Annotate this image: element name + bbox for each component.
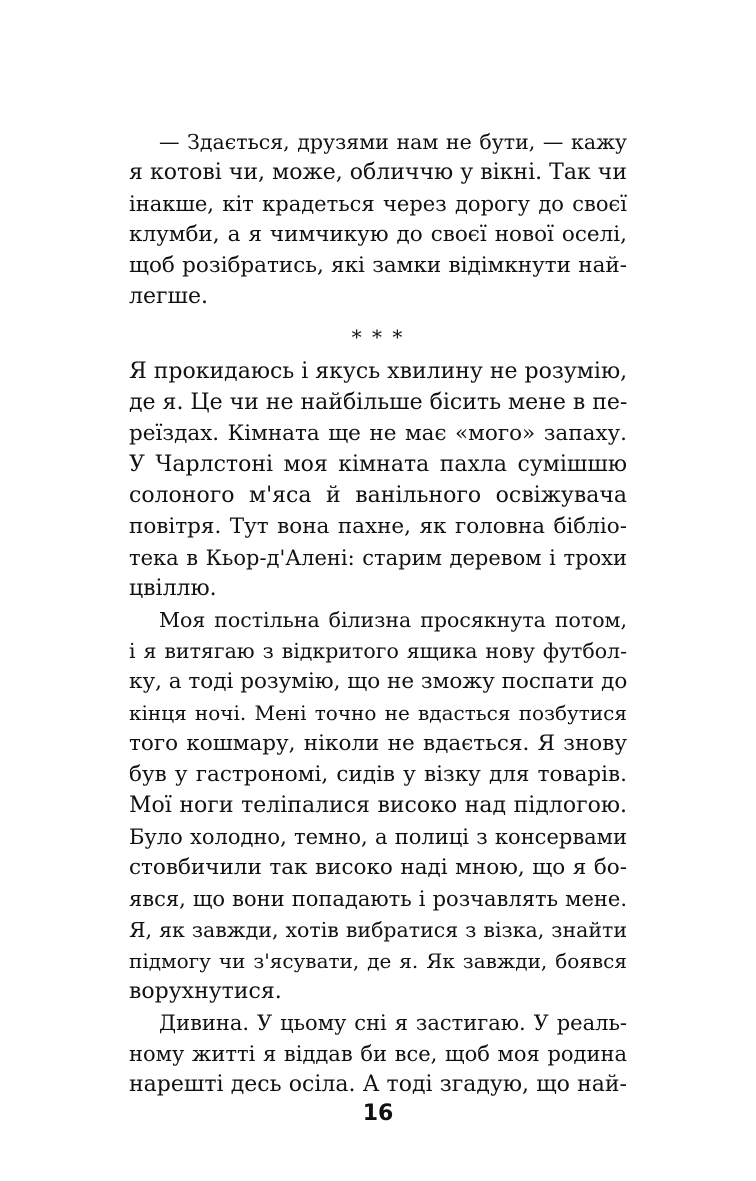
page-number: 16: [362, 1101, 394, 1126]
text-line: ному житті я віддав би все, щоб моя родина: [129, 1042, 627, 1066]
text-line: У Чарлстоні моя кімната пахла сумішшю: [129, 452, 627, 477]
text-line: тека в Кьор-д'Алені: старим деревом і трохи: [129, 546, 627, 570]
text-line: Мої ноги теліпалися високо над підлогою.: [129, 793, 627, 818]
text-line: клумби, а я чимчикую до своєї нової оселі,: [129, 222, 627, 247]
text-line: інакше, кіт крадеться через дорогу до своєї: [129, 192, 627, 216]
text-line: Моя постільна білизна просякнута потом,: [159, 608, 627, 632]
text-line: підмогу чи з'ясувати, де я. Як завжди, боявся: [129, 949, 627, 973]
section-separator: * * *: [351, 325, 405, 349]
text-line: нарешті десь осіла. А тоді згадую, що най-: [129, 1072, 627, 1097]
text-line: Було холодно, темно, а полиці з консервами: [129, 825, 627, 849]
text-line: був у гастрономі, сидів у візку для товарів.: [129, 762, 627, 787]
text-line: де я. Це чи не найбільше бісить мене в пе-: [129, 390, 628, 415]
text-line: щоб розібратись, які замки відімкнути най-: [129, 253, 627, 278]
text-line: і я витягаю з відкритого ящика нову футбол-: [129, 639, 627, 663]
text-line: явся, що вони попадають і розчавлять мене.: [129, 887, 627, 911]
text-line: солоного м'яса й ванільного освіжувача: [129, 483, 627, 508]
text-line: стовбичили так високо наді мною, що я бо-: [129, 855, 627, 880]
text-line: легше.: [129, 284, 208, 309]
text-line: ку, а тоді розумію, що не зможу поспати до: [129, 669, 628, 694]
text-line: я котові чи, може, обличчю у вікні. Так чи: [129, 160, 627, 185]
text-line: того кошмару, ніколи не вдається. Я знову: [129, 731, 627, 756]
text-line: реїздах. Кімната ще не має «мого» запаху.: [129, 421, 627, 446]
text-line: цвіллю.: [129, 576, 217, 601]
text-line: повітря. Тут вона пахне, як головна бібліо-: [129, 514, 627, 539]
text-line: ворухнутися.: [129, 979, 282, 1004]
text-line: кінця ночі. Мені точно не вдасться позбутися: [129, 701, 627, 725]
text-line: — Здається, друзями нам не бути, — кажу: [159, 130, 627, 154]
text-line: Я, як завжди, хотів вибратися з візка, знайти: [129, 918, 627, 942]
text-line: Я прокидаюсь і якусь хвилину не розумію,: [129, 359, 628, 384]
text-line: Дивина. У цьому сні я застигаю. У реаль-: [159, 1011, 627, 1035]
